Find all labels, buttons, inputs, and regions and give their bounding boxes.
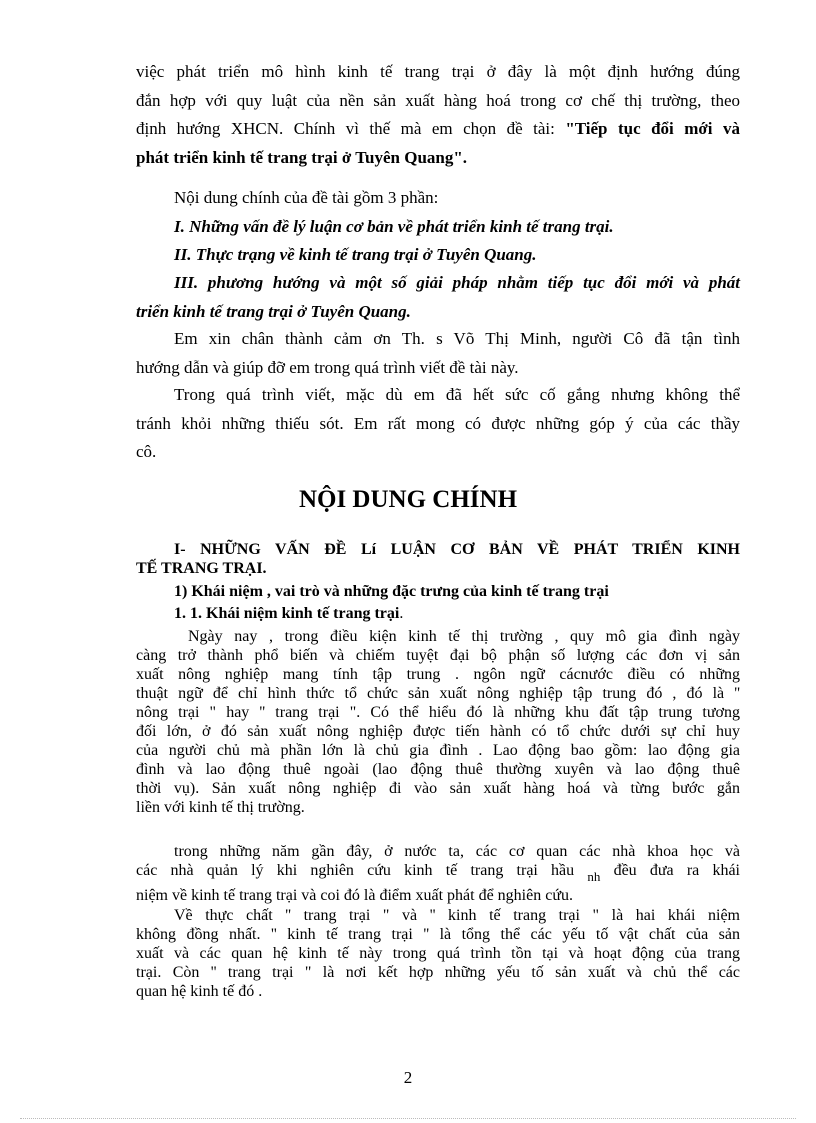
text-line <box>136 115 740 144</box>
text-run: các nhà quản lý khi nghiên cứu kinh tế trang trại hầu <box>136 862 575 879</box>
text-line: tránh khỏi những thiếu sót. Em rất mong có được những góp ý của các thầy <box>136 413 740 433</box>
body-paragraph-3 <box>136 906 740 1001</box>
part-3 <box>136 269 740 326</box>
text-line: trong những năm gần đây, ở nước ta, các cơ quan các nhà khoa học và <box>174 843 740 860</box>
main-heading: NỘI DUNG CHÍNH <box>298 486 518 513</box>
text-line: cô. <box>136 442 157 461</box>
text-line: càng trở thành phổ biến và chiếm tuyệt đại bộ phận số lượng các đơn vị sản <box>136 647 740 664</box>
text-line: xuất và các quan hệ kinh tế này trong quá trình tồn tại và hoạt động của trang <box>136 945 740 962</box>
text-line: quan hệ kinh tế đó . <box>136 983 263 1000</box>
text-run: định hướng XHCN. Chính vì thế mà em chọn đề tài: <box>136 119 566 138</box>
text-line: thuật ngữ để chỉ hình thức tổ chức sản xuất nông nghiệp tập trung đó , đó là '' <box>136 685 740 702</box>
text-line: triển kinh tế trang trại ở Tuyên Quang. <box>136 301 411 321</box>
text-run: đều đưa ra khái <box>613 862 740 879</box>
text-line: việc phát triển mô hình kinh tế trang trại ở đây là một định hướng đúng <box>136 62 740 81</box>
text-line: liền với kinh tế thị trường. <box>136 799 305 816</box>
text-line: TẾ TRANG TRẠI. <box>136 560 267 577</box>
text-line: đình và lao động thuê ngoài (lao động thuê thường xuyên và lao động thuê <box>136 761 740 778</box>
apology-paragraph <box>136 381 740 467</box>
text-line: xuất nông nghiệp mang tính tập trung . ngôn ngữ cácnước điều có những <box>136 666 740 683</box>
text-run: . <box>399 605 404 622</box>
text-line: Trong quá trình viết, mặc dù em đã hết sức cố gắng nhưng không thể <box>174 385 740 404</box>
subsubsection-title <box>136 604 740 623</box>
page-boundary-divider <box>20 1118 796 1119</box>
body-paragraph-2 <box>136 842 740 905</box>
page-number: 2 <box>403 1068 413 1087</box>
body-paragraph-1 <box>136 627 740 817</box>
section-title <box>136 540 740 578</box>
text-line <box>136 861 740 886</box>
text-line: hướng dẫn và giúp đỡ em trong quá trình viết đề tài này. <box>136 357 519 377</box>
parts-intro: Nội dung chính của đề tài gồm 3 phần: <box>174 188 439 207</box>
text-line: đắn hợp với quy luật của nền sản xuất hàng hoá trong cơ chế thị trường, theo <box>136 90 740 110</box>
text-line: thời vụ). Sản xuất nông nghiệp đi vào sản xuất hàng hoá và từng bước gắn <box>136 780 740 797</box>
text-line: Em xin chân thành cảm ơn Th. s Võ Thị Minh, người Cô đã tận tình <box>174 329 740 348</box>
text-line: Ngày nay , trong điều kiện kinh tế thị trường , quy mô gia đình ngày <box>188 628 740 645</box>
intro-paragraph <box>136 58 740 172</box>
stray-subscript: nh <box>587 869 601 884</box>
text-line: III. phương hướng và một số giải pháp nhằm tiếp tục đổi mới và phát <box>174 273 740 292</box>
subsubsection-label: 1. 1. Khái niệm kinh tế trang trại <box>174 605 400 622</box>
text-line: trại. Còn '' trang trại " là nơi kết hợp những yếu tố sản xuất và chủ thể các <box>136 964 740 981</box>
text-line: không đồng nhất. '' kinh tế trang trại '' là tổng thể các yếu tố vật chất của sản <box>136 926 740 943</box>
text-line: Về thực chất '' trang trại " và '' kinh tế trang trại " là hai khái niệm <box>174 907 740 924</box>
thanks-paragraph <box>136 325 740 382</box>
text-line: nông trại " hay '' trang trại ". Có thể hiểu đó là những khu đất tập trung tương <box>136 704 740 721</box>
text-line: của người chủ mà phần lớn là chủ gia đình . Lao động bao gồm: lao động gia <box>136 742 740 759</box>
text-line: đối lớn, ở đó sản xuất nông nghiệp được tiến hành có tổ chức dưới sự chỉ huy <box>136 723 740 740</box>
part-1: I. Những vấn đề lý luận cơ bản về phát triển kinh tế trang trại. <box>174 217 614 236</box>
subsection-title: 1) Khái niệm , vai trò và những đặc trưng của kinh tế trang trại <box>174 583 609 600</box>
text-line: niệm về kinh tế trang trại và coi đó là điểm xuất phát để nghiên cứu. <box>136 887 573 904</box>
topic-title-start: "Tiếp tục đổi mới và <box>565 119 740 138</box>
part-2: II. Thực trạng về kinh tế trang trại ở Tuyên Quang. <box>174 245 537 264</box>
text-line: I- NHỮNG VẤN ĐỀ Lí LUẬN CƠ BẢN VỀ PHÁT TRIỂN KINH <box>174 541 740 558</box>
topic-title-end: phát triển kinh tế trang trại ở Tuyên Quang". <box>136 147 468 167</box>
